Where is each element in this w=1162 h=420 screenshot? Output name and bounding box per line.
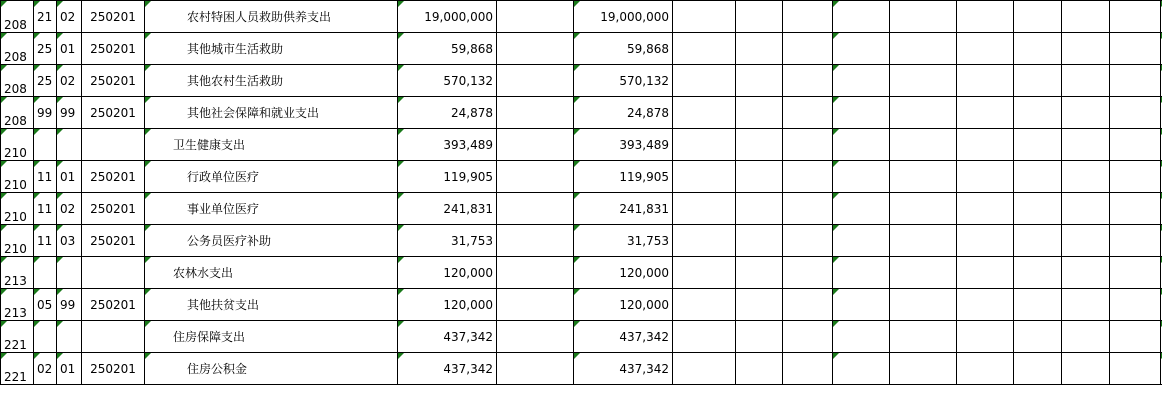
section-code-cell[interactable]: 25 bbox=[34, 33, 57, 65]
empty-cell[interactable] bbox=[1062, 321, 1110, 353]
amount-basic-cell[interactable]: 241,831 bbox=[574, 193, 673, 225]
econ-code-cell[interactable] bbox=[82, 321, 145, 353]
empty-cell[interactable] bbox=[890, 257, 957, 289]
empty-cell[interactable] bbox=[497, 257, 574, 289]
empty-cell[interactable] bbox=[783, 1, 833, 33]
amount-basic-cell[interactable]: 119,905 bbox=[574, 161, 673, 193]
empty-cell[interactable] bbox=[736, 65, 783, 97]
section-code-cell[interactable]: 99 bbox=[34, 97, 57, 129]
empty-cell[interactable] bbox=[957, 193, 1014, 225]
econ-code-cell[interactable]: 250201 bbox=[82, 225, 145, 257]
table-row bbox=[1, 65, 1162, 97]
amount-basic-cell[interactable]: 31,753 bbox=[574, 225, 673, 257]
empty-cell[interactable] bbox=[957, 353, 1014, 385]
empty-cell[interactable] bbox=[736, 225, 783, 257]
class-code-cell[interactable]: 210 bbox=[1, 161, 34, 193]
item-name-cell[interactable]: 农林水支出 bbox=[145, 257, 398, 289]
empty-cell[interactable] bbox=[890, 353, 957, 385]
empty-cell[interactable] bbox=[833, 1, 890, 33]
class-code-cell[interactable]: 210 bbox=[1, 225, 34, 257]
empty-cell[interactable] bbox=[1062, 353, 1110, 385]
empty-cell[interactable] bbox=[497, 33, 574, 65]
empty-cell[interactable] bbox=[890, 65, 957, 97]
table-row bbox=[1, 193, 1162, 225]
amount-total-cell[interactable]: 437,342 bbox=[398, 321, 497, 353]
table-row bbox=[1, 225, 1162, 257]
empty-cell[interactable] bbox=[673, 353, 736, 385]
amount-basic-cell[interactable]: 120,000 bbox=[574, 289, 673, 321]
empty-cell[interactable] bbox=[1014, 353, 1062, 385]
empty-cell[interactable] bbox=[1014, 193, 1062, 225]
item-name-cell[interactable]: 农村特困人员救助供养支出 bbox=[145, 1, 398, 33]
section-code-cell[interactable]: 05 bbox=[34, 289, 57, 321]
empty-cell[interactable] bbox=[673, 1, 736, 33]
empty-cell[interactable] bbox=[497, 289, 574, 321]
section-code-cell[interactable]: 21 bbox=[34, 1, 57, 33]
class-code-cell[interactable]: 208 bbox=[1, 33, 34, 65]
empty-cell[interactable] bbox=[1014, 97, 1062, 129]
empty-cell[interactable] bbox=[1062, 257, 1110, 289]
table-row bbox=[1, 1, 1162, 33]
empty-cell[interactable] bbox=[783, 161, 833, 193]
empty-cell[interactable] bbox=[783, 65, 833, 97]
econ-code-cell[interactable]: 250201 bbox=[82, 1, 145, 33]
econ-code-cell[interactable]: 250201 bbox=[82, 65, 145, 97]
empty-cell[interactable] bbox=[783, 97, 833, 129]
empty-cell[interactable] bbox=[673, 65, 736, 97]
class-code-cell[interactable]: 213 bbox=[1, 257, 34, 289]
empty-cell[interactable] bbox=[673, 161, 736, 193]
empty-cell[interactable] bbox=[890, 1, 957, 33]
item-code-cell[interactable]: 01 bbox=[57, 33, 82, 65]
empty-cell[interactable] bbox=[1110, 33, 1161, 65]
class-code-cell[interactable]: 208 bbox=[1, 97, 34, 129]
empty-cell[interactable] bbox=[1062, 225, 1110, 257]
empty-cell[interactable] bbox=[1014, 33, 1062, 65]
amount-total-cell[interactable]: 120,000 bbox=[398, 257, 497, 289]
empty-cell[interactable] bbox=[1110, 257, 1161, 289]
econ-code-cell[interactable]: 250201 bbox=[82, 161, 145, 193]
section-code-cell[interactable]: 25 bbox=[34, 65, 57, 97]
empty-cell[interactable] bbox=[783, 289, 833, 321]
item-code-cell[interactable]: 99 bbox=[57, 289, 82, 321]
empty-cell[interactable] bbox=[1110, 193, 1161, 225]
empty-cell[interactable] bbox=[833, 289, 890, 321]
empty-cell[interactable] bbox=[833, 353, 890, 385]
empty-cell[interactable] bbox=[833, 129, 890, 161]
empty-cell[interactable] bbox=[957, 97, 1014, 129]
empty-cell[interactable] bbox=[957, 321, 1014, 353]
empty-cell[interactable] bbox=[1110, 65, 1161, 97]
item-code-cell[interactable]: 02 bbox=[57, 65, 82, 97]
empty-cell[interactable] bbox=[783, 129, 833, 161]
empty-cell[interactable] bbox=[673, 225, 736, 257]
empty-cell[interactable] bbox=[890, 193, 957, 225]
amount-basic-cell[interactable]: 120,000 bbox=[574, 257, 673, 289]
amount-basic-cell[interactable]: 24,878 bbox=[574, 97, 673, 129]
table-row bbox=[1, 257, 1162, 289]
empty-cell[interactable] bbox=[1062, 129, 1110, 161]
section-code-cell[interactable] bbox=[34, 321, 57, 353]
empty-cell[interactable] bbox=[957, 65, 1014, 97]
empty-cell[interactable] bbox=[783, 225, 833, 257]
amount-total-cell[interactable]: 59,868 bbox=[398, 33, 497, 65]
class-code-cell[interactable]: 208 bbox=[1, 65, 34, 97]
empty-cell[interactable] bbox=[1110, 225, 1161, 257]
empty-cell[interactable] bbox=[497, 97, 574, 129]
item-code-cell[interactable] bbox=[57, 129, 82, 161]
empty-cell[interactable] bbox=[1062, 33, 1110, 65]
amount-basic-cell[interactable]: 393,489 bbox=[574, 129, 673, 161]
sheet-body bbox=[1, 1, 1162, 385]
item-code-cell[interactable]: 01 bbox=[57, 353, 82, 385]
empty-cell[interactable] bbox=[833, 321, 890, 353]
amount-basic-cell[interactable]: 437,342 bbox=[574, 353, 673, 385]
empty-cell[interactable] bbox=[1062, 65, 1110, 97]
item-name-cell[interactable]: 事业单位医疗 bbox=[145, 193, 398, 225]
empty-cell[interactable] bbox=[673, 97, 736, 129]
empty-cell[interactable] bbox=[673, 33, 736, 65]
empty-cell[interactable] bbox=[497, 321, 574, 353]
empty-cell[interactable] bbox=[497, 161, 574, 193]
class-code-cell[interactable]: 210 bbox=[1, 193, 34, 225]
empty-cell[interactable] bbox=[736, 161, 783, 193]
empty-cell[interactable] bbox=[736, 129, 783, 161]
empty-cell[interactable] bbox=[673, 193, 736, 225]
empty-cell[interactable] bbox=[736, 193, 783, 225]
empty-cell[interactable] bbox=[1110, 321, 1161, 353]
empty-cell[interactable] bbox=[736, 97, 783, 129]
empty-cell[interactable] bbox=[1014, 129, 1062, 161]
empty-cell[interactable] bbox=[736, 1, 783, 33]
empty-cell[interactable] bbox=[783, 321, 833, 353]
econ-code-cell[interactable] bbox=[82, 129, 145, 161]
item-name-cell[interactable]: 卫生健康支出 bbox=[145, 129, 398, 161]
empty-cell[interactable] bbox=[890, 289, 957, 321]
empty-cell[interactable] bbox=[497, 129, 574, 161]
item-name-cell[interactable]: 公务员医疗补助 bbox=[145, 225, 398, 257]
empty-cell[interactable] bbox=[1014, 321, 1062, 353]
empty-cell[interactable] bbox=[957, 1, 1014, 33]
section-code-cell[interactable]: 11 bbox=[34, 225, 57, 257]
empty-cell[interactable] bbox=[673, 321, 736, 353]
empty-cell[interactable] bbox=[736, 321, 783, 353]
empty-cell[interactable] bbox=[1014, 161, 1062, 193]
item-name-cell[interactable]: 其他扶贫支出 bbox=[145, 289, 398, 321]
empty-cell[interactable] bbox=[1110, 1, 1161, 33]
econ-code-cell[interactable]: 250201 bbox=[82, 33, 145, 65]
empty-cell[interactable] bbox=[957, 129, 1014, 161]
empty-cell[interactable] bbox=[1014, 257, 1062, 289]
empty-cell[interactable] bbox=[783, 193, 833, 225]
amount-basic-cell[interactable]: 437,342 bbox=[574, 321, 673, 353]
empty-cell[interactable] bbox=[736, 33, 783, 65]
econ-code-cell[interactable]: 250201 bbox=[82, 193, 145, 225]
table-row bbox=[1, 33, 1162, 65]
econ-code-cell[interactable]: 250201 bbox=[82, 353, 145, 385]
empty-cell[interactable] bbox=[957, 33, 1014, 65]
section-code-cell[interactable]: 11 bbox=[34, 161, 57, 193]
empty-cell[interactable] bbox=[833, 257, 890, 289]
table-row bbox=[1, 289, 1162, 321]
amount-total-cell[interactable]: 437,342 bbox=[398, 353, 497, 385]
econ-code-cell[interactable] bbox=[82, 257, 145, 289]
section-code-cell[interactable]: 02 bbox=[34, 353, 57, 385]
class-code-cell[interactable]: 208 bbox=[1, 1, 34, 33]
empty-cell[interactable] bbox=[1062, 97, 1110, 129]
empty-cell[interactable] bbox=[890, 225, 957, 257]
empty-cell[interactable] bbox=[497, 193, 574, 225]
item-name-cell[interactable]: 其他城市生活救助 bbox=[145, 33, 398, 65]
table-row bbox=[1, 97, 1162, 129]
table-row bbox=[1, 321, 1162, 353]
empty-cell[interactable] bbox=[1014, 65, 1062, 97]
empty-cell[interactable] bbox=[736, 353, 783, 385]
amount-basic-cell[interactable]: 59,868 bbox=[574, 33, 673, 65]
item-name-cell[interactable]: 住房公积金 bbox=[145, 353, 398, 385]
amount-total-cell[interactable]: 31,753 bbox=[398, 225, 497, 257]
class-code-cell[interactable]: 221 bbox=[1, 321, 34, 353]
empty-cell[interactable] bbox=[783, 257, 833, 289]
empty-cell[interactable] bbox=[783, 33, 833, 65]
amount-total-cell[interactable]: 19,000,000 bbox=[398, 1, 497, 33]
empty-cell[interactable] bbox=[957, 289, 1014, 321]
empty-cell[interactable] bbox=[1014, 225, 1062, 257]
item-code-cell[interactable]: 99 bbox=[57, 97, 82, 129]
empty-cell[interactable] bbox=[1110, 129, 1161, 161]
section-code-cell[interactable]: 11 bbox=[34, 193, 57, 225]
item-name-cell[interactable]: 其他社会保障和就业支出 bbox=[145, 97, 398, 129]
item-name-cell[interactable]: 行政单位医疗 bbox=[145, 161, 398, 193]
amount-basic-cell[interactable]: 19,000,000 bbox=[574, 1, 673, 33]
empty-cell[interactable] bbox=[673, 129, 736, 161]
empty-cell[interactable] bbox=[833, 193, 890, 225]
item-code-cell[interactable] bbox=[57, 257, 82, 289]
empty-cell[interactable] bbox=[833, 225, 890, 257]
empty-cell[interactable] bbox=[1014, 1, 1062, 33]
amount-total-cell[interactable]: 24,878 bbox=[398, 97, 497, 129]
item-name-cell[interactable]: 其他农村生活救助 bbox=[145, 65, 398, 97]
empty-cell[interactable] bbox=[1110, 289, 1161, 321]
empty-cell[interactable] bbox=[833, 97, 890, 129]
empty-cell[interactable] bbox=[673, 289, 736, 321]
amount-total-cell[interactable]: 120,000 bbox=[398, 289, 497, 321]
empty-cell[interactable] bbox=[890, 161, 957, 193]
econ-code-cell[interactable]: 250201 bbox=[82, 97, 145, 129]
class-code-cell[interactable]: 221 bbox=[1, 353, 34, 385]
item-name-cell[interactable]: 住房保障支出 bbox=[145, 321, 398, 353]
empty-cell[interactable] bbox=[833, 65, 890, 97]
empty-cell[interactable] bbox=[833, 33, 890, 65]
amount-total-cell[interactable]: 241,831 bbox=[398, 193, 497, 225]
empty-cell[interactable] bbox=[957, 161, 1014, 193]
empty-cell[interactable] bbox=[890, 321, 957, 353]
amount-total-cell[interactable]: 119,905 bbox=[398, 161, 497, 193]
amount-total-cell[interactable]: 393,489 bbox=[398, 129, 497, 161]
empty-cell[interactable] bbox=[1062, 193, 1110, 225]
empty-cell[interactable] bbox=[1062, 1, 1110, 33]
empty-cell[interactable] bbox=[957, 225, 1014, 257]
empty-cell[interactable] bbox=[1110, 353, 1161, 385]
empty-cell[interactable] bbox=[890, 129, 957, 161]
empty-cell[interactable] bbox=[497, 225, 574, 257]
empty-cell[interactable] bbox=[783, 353, 833, 385]
item-code-cell[interactable]: 02 bbox=[57, 1, 82, 33]
empty-cell[interactable] bbox=[957, 257, 1014, 289]
class-code-cell[interactable]: 213 bbox=[1, 289, 34, 321]
empty-cell[interactable] bbox=[1110, 161, 1161, 193]
empty-cell[interactable] bbox=[736, 289, 783, 321]
table-row bbox=[1, 161, 1162, 193]
amount-total-cell[interactable]: 570,132 bbox=[398, 65, 497, 97]
item-code-cell[interactable] bbox=[57, 321, 82, 353]
empty-cell[interactable] bbox=[497, 1, 574, 33]
item-code-cell[interactable]: 01 bbox=[57, 161, 82, 193]
empty-cell[interactable] bbox=[833, 161, 890, 193]
class-code-cell[interactable]: 210 bbox=[1, 129, 34, 161]
empty-cell[interactable] bbox=[1014, 289, 1062, 321]
empty-cell[interactable] bbox=[736, 257, 783, 289]
table-row bbox=[1, 129, 1162, 161]
empty-cell[interactable] bbox=[890, 33, 957, 65]
table-row bbox=[1, 353, 1162, 385]
item-code-cell[interactable]: 03 bbox=[57, 225, 82, 257]
empty-cell[interactable] bbox=[1110, 97, 1161, 129]
amount-basic-cell[interactable]: 570,132 bbox=[574, 65, 673, 97]
empty-cell[interactable] bbox=[890, 97, 957, 129]
empty-cell[interactable] bbox=[673, 257, 736, 289]
econ-code-cell[interactable]: 250201 bbox=[82, 289, 145, 321]
empty-cell[interactable] bbox=[497, 65, 574, 97]
empty-cell[interactable] bbox=[1062, 289, 1110, 321]
section-code-cell[interactable] bbox=[34, 257, 57, 289]
empty-cell[interactable] bbox=[1062, 161, 1110, 193]
section-code-cell[interactable] bbox=[34, 129, 57, 161]
empty-cell[interactable] bbox=[497, 353, 574, 385]
item-code-cell[interactable]: 02 bbox=[57, 193, 82, 225]
